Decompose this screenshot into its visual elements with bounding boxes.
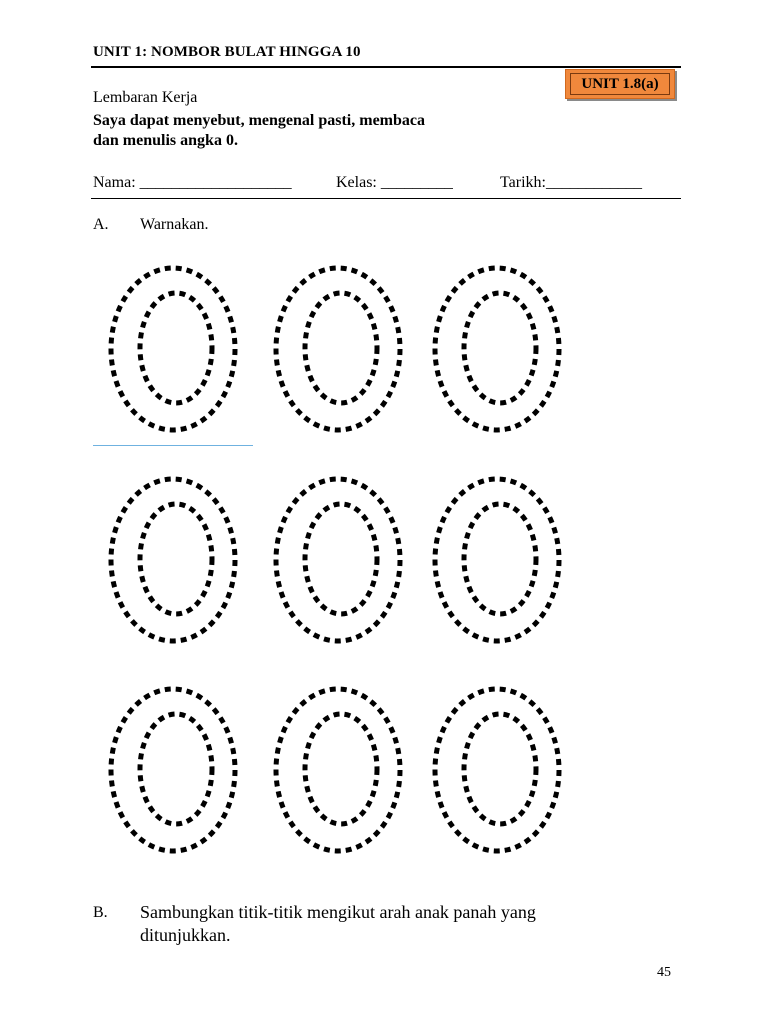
zero-inner-outline [140,504,212,614]
header-divider [91,66,681,68]
dotted-zero-figure[interactable] [435,479,559,641]
worksheet-label: Lembaran Kerja [93,89,198,106]
date-field[interactable]: Tarikh:____________ [500,174,642,191]
blue-underline [93,445,253,446]
zero-inner-outline [464,293,536,403]
dotted-zero-figure[interactable] [435,689,559,851]
zero-outer-outline [276,479,400,641]
zero-inner-outline [305,293,377,403]
dotted-zero-figure[interactable] [276,689,400,851]
zero-outer-outline [276,689,400,851]
zero-inner-outline [464,504,536,614]
info-divider [91,198,681,199]
zero-outer-outline [111,268,235,430]
section-a-letter: A. [93,216,109,233]
section-b-line-1: Sambungkan titik-titik mengikut arah anak panah yang [140,902,536,922]
zero-outer-outline [435,479,559,641]
section-b-instruction [140,901,620,947]
dotted-zero-figure[interactable] [111,479,235,641]
zero-outer-outline [435,689,559,851]
zero-inner-outline [305,504,377,614]
dotted-zero-figure[interactable] [276,479,400,641]
objective-line-2: dan menulis angka 0. [93,132,238,149]
section-a-instruction: Warnakan. [140,216,209,233]
zero-outer-outline [111,479,235,641]
section-b-letter: B. [93,904,108,921]
unit-code-badge [565,69,675,99]
page-number: 45 [657,965,671,980]
zero-inner-outline [305,714,377,824]
zero-outer-outline [276,268,400,430]
learning-objective [93,111,493,151]
dotted-zero-figure[interactable] [111,268,235,430]
unit-code-label: UNIT 1.8(a) [570,73,670,95]
objective-line-1: Saya dapat menyebut, mengenal pasti, membaca [93,112,426,129]
dotted-zero-figure[interactable] [111,689,235,851]
dotted-zero-figure[interactable] [435,268,559,430]
zero-outer-outline [435,268,559,430]
zero-inner-outline [140,293,212,403]
name-field[interactable]: Nama: ___________________ [93,174,292,191]
zero-inner-outline [140,714,212,824]
dotted-zero-figure[interactable] [276,268,400,430]
zero-inner-outline [464,714,536,824]
unit-title: UNIT 1: NOMBOR BULAT HINGGA 10 [93,44,361,60]
section-b-line-2: ditunjukkan. [140,925,231,945]
class-field[interactable]: Kelas: _________ [336,174,453,191]
zero-outer-outline [111,689,235,851]
